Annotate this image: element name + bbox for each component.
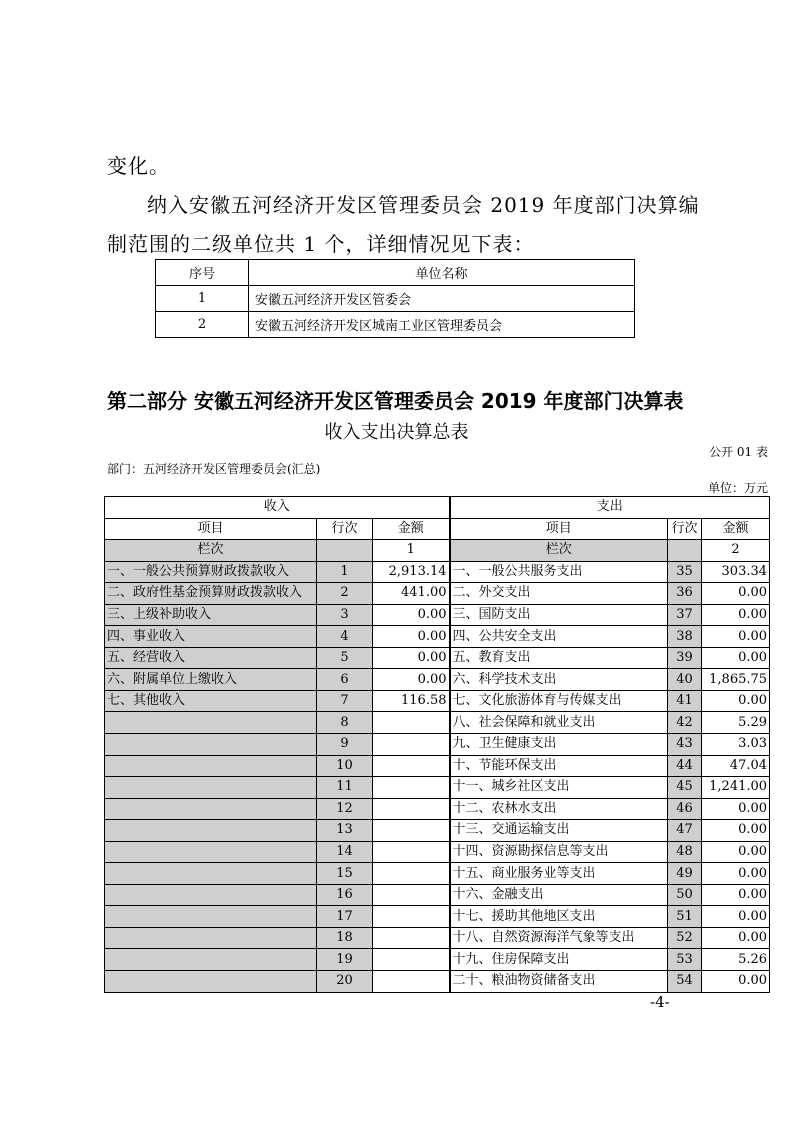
- expense-amount: 0.00: [702, 626, 770, 648]
- income-amount: 116.58: [373, 690, 450, 712]
- part-title: 第二部分 安徽五河经济开发区管理委员会 2019 年度部门决算表: [107, 389, 684, 413]
- income-amount: [373, 820, 450, 842]
- expense-row-no: 45: [668, 777, 702, 799]
- intro-line-1: 变化。: [107, 154, 170, 178]
- income-item: [105, 798, 317, 820]
- expense-amount: 0.00: [702, 884, 770, 906]
- expense-row-no: 41: [668, 690, 702, 712]
- income-row-no: 8: [317, 712, 373, 734]
- income-item: [105, 755, 317, 777]
- form-code: 公开 01 表: [709, 445, 768, 459]
- income-row-no: 9: [317, 734, 373, 756]
- income-row-no: 12: [317, 798, 373, 820]
- expense-item: 十、节能环保支出: [450, 755, 668, 777]
- table-row: [105, 647, 770, 669]
- expense-item: 十五、商业服务业等支出: [450, 863, 668, 885]
- expense-row-no: 54: [668, 971, 702, 993]
- expense-item-header: 项目: [450, 518, 668, 540]
- income-item: 四、事业收入: [105, 626, 317, 648]
- expense-row-no: 47: [668, 820, 702, 842]
- report-title: 收入支出决算总表: [324, 422, 469, 443]
- income-expense-table: [104, 496, 770, 993]
- expense-item: 十二、农林水支出: [450, 798, 668, 820]
- expense-item: 八、社会保障和就业支出: [450, 712, 668, 734]
- table-row: [105, 583, 770, 605]
- expense-amount: 0.00: [702, 971, 770, 993]
- expense-item: 十七、援助其他地区支出: [450, 906, 668, 928]
- expense-amount-header: 金额: [702, 518, 770, 540]
- expense-item: 二、外交支出: [450, 583, 668, 605]
- column-header-row: [105, 518, 770, 540]
- table-row: [105, 777, 770, 799]
- expense-amount: 0.00: [702, 690, 770, 712]
- expense-row-no: 37: [668, 604, 702, 626]
- table-row: [105, 841, 770, 863]
- unit-name: 安徽五河经济开发区城南工业区管理委员会: [249, 312, 635, 338]
- expense-row-no: 38: [668, 626, 702, 648]
- intro-line-3: 制范围的二级单位共 1 个，详细情况见下表：: [107, 232, 535, 256]
- income-row-no: 18: [317, 927, 373, 949]
- expense-item: 十三、交通运输支出: [450, 820, 668, 842]
- expense-item: 十六、金融支出: [450, 884, 668, 906]
- income-item: 一、一般公共预算财政拨款收入: [105, 561, 317, 583]
- table-row: [105, 712, 770, 734]
- income-item: 三、上级补助收入: [105, 604, 317, 626]
- unit-label: 单位：万元: [707, 481, 768, 495]
- expense-amount: 5.29: [702, 712, 770, 734]
- income-item: [105, 884, 317, 906]
- expense-amount: 1,865.75: [702, 669, 770, 691]
- unit-name: 安徽五河经济开发区管委会: [249, 286, 635, 312]
- expense-row-no: 43: [668, 734, 702, 756]
- expense-item: 五、教育支出: [450, 647, 668, 669]
- table-row: [105, 906, 770, 928]
- income-amount-header: 金额: [373, 518, 450, 540]
- income-item: [105, 841, 317, 863]
- income-row-no: 3: [317, 604, 373, 626]
- income-header: 收入: [105, 497, 450, 519]
- table-row: [105, 820, 770, 842]
- income-amount: [373, 884, 450, 906]
- income-row-no: 1: [317, 561, 373, 583]
- expense-row-no: 39: [668, 647, 702, 669]
- expense-amount: 47.04: [702, 755, 770, 777]
- expense-amount: 0.00: [702, 841, 770, 863]
- expense-amount: 0.00: [702, 647, 770, 669]
- table-row: [105, 690, 770, 712]
- income-item: [105, 820, 317, 842]
- table-body: [105, 561, 770, 992]
- income-amount: 0.00: [373, 626, 450, 648]
- income-item: 二、政府性基金预算财政拨款收入: [105, 583, 317, 605]
- income-row-no: 16: [317, 884, 373, 906]
- expense-item: 七、文化旅游体育与传媒支出: [450, 690, 668, 712]
- intro-line-2: 纳入安徽五河经济开发区管理委员会 2019 年度部门决算编: [147, 193, 700, 217]
- income-item: [105, 712, 317, 734]
- income-item: [105, 906, 317, 928]
- expense-item: 三、国防支出: [450, 604, 668, 626]
- expense-lanci-blank: [668, 540, 702, 562]
- expense-item: 十四、资源勘探信息等支出: [450, 841, 668, 863]
- income-lanci-blank: [317, 540, 373, 562]
- income-amount: [373, 841, 450, 863]
- income-item: [105, 927, 317, 949]
- income-amount: [373, 971, 450, 993]
- expense-item: 十八、自然资源海洋气象等支出: [450, 927, 668, 949]
- unit-table: [155, 259, 635, 338]
- income-item: [105, 734, 317, 756]
- expense-amount: 5.26: [702, 949, 770, 971]
- income-item: 六、附属单位上缴收入: [105, 669, 317, 691]
- income-row-no: 17: [317, 906, 373, 928]
- income-row-no: 10: [317, 755, 373, 777]
- income-row-no: 11: [317, 777, 373, 799]
- income-column-number: 1: [373, 540, 450, 562]
- expense-item: 十一、城乡社区支出: [450, 777, 668, 799]
- table-row: [105, 755, 770, 777]
- expense-row-no: 46: [668, 798, 702, 820]
- expense-amount: 303.34: [702, 561, 770, 583]
- income-row-no: 6: [317, 669, 373, 691]
- table-row: [105, 884, 770, 906]
- expense-item: 四、公共安全支出: [450, 626, 668, 648]
- income-row-no: 2: [317, 583, 373, 605]
- expense-amount: 3.03: [702, 734, 770, 756]
- unit-table-row: [156, 286, 635, 312]
- income-item: [105, 949, 317, 971]
- table-row: [105, 927, 770, 949]
- income-item-header: 项目: [105, 518, 317, 540]
- income-amount: [373, 906, 450, 928]
- expense-row-no: 48: [668, 841, 702, 863]
- income-amount: [373, 798, 450, 820]
- table-row: [105, 626, 770, 648]
- expense-amount: 0.00: [702, 820, 770, 842]
- expense-row-no: 40: [668, 669, 702, 691]
- income-row-no: 15: [317, 863, 373, 885]
- unit-table-row: [156, 312, 635, 338]
- income-amount: 0.00: [373, 647, 450, 669]
- income-amount: [373, 949, 450, 971]
- table-row: [105, 798, 770, 820]
- income-amount: [373, 777, 450, 799]
- income-row-no: 13: [317, 820, 373, 842]
- income-amount: [373, 863, 450, 885]
- expense-row-no: 35: [668, 561, 702, 583]
- table-row: [105, 734, 770, 756]
- income-row-no: 20: [317, 971, 373, 993]
- expense-item: 九、卫生健康支出: [450, 734, 668, 756]
- expense-amount: 0.00: [702, 604, 770, 626]
- income-amount: [373, 755, 450, 777]
- header-unit-name: 单位名称: [249, 260, 635, 286]
- table-row: [105, 669, 770, 691]
- income-row-no: 14: [317, 841, 373, 863]
- unit-no: 2: [156, 312, 249, 338]
- income-item: [105, 971, 317, 993]
- income-amount: 0.00: [373, 669, 450, 691]
- income-amount: [373, 712, 450, 734]
- table-row: [105, 561, 770, 583]
- income-amount: 2,913.14: [373, 561, 450, 583]
- lanci-row: [105, 540, 770, 562]
- expense-row-header: 行次: [668, 518, 702, 540]
- expense-item: 十九、住房保障支出: [450, 949, 668, 971]
- income-amount: [373, 734, 450, 756]
- expense-row-no: 36: [668, 583, 702, 605]
- table-row: [105, 604, 770, 626]
- expense-row-no: 49: [668, 863, 702, 885]
- section-header-row: [105, 497, 770, 519]
- expense-row-no: 50: [668, 884, 702, 906]
- income-amount: 441.00: [373, 583, 450, 605]
- table-row: [105, 949, 770, 971]
- income-row-no: 19: [317, 949, 373, 971]
- income-lanci-label: 栏次: [105, 540, 317, 562]
- expense-item: 二十、粮油物资储备支出: [450, 971, 668, 993]
- expense-row-no: 42: [668, 712, 702, 734]
- expense-amount: 1,241.00: [702, 777, 770, 799]
- expense-column-number: 2: [702, 540, 770, 562]
- expense-row-no: 53: [668, 949, 702, 971]
- income-item: 七、其他收入: [105, 690, 317, 712]
- unit-table-header: [156, 260, 635, 286]
- income-item: [105, 777, 317, 799]
- income-amount: 0.00: [373, 604, 450, 626]
- income-row-no: 4: [317, 626, 373, 648]
- expense-amount: 0.00: [702, 798, 770, 820]
- table-row: [105, 971, 770, 993]
- income-row-no: 5: [317, 647, 373, 669]
- department-label: 部门：五河经济开发区管理委员会(汇总): [107, 462, 321, 476]
- expense-amount: 0.00: [702, 863, 770, 885]
- unit-no: 1: [156, 286, 249, 312]
- expense-amount: 0.00: [702, 906, 770, 928]
- expense-item: 六、科学技术支出: [450, 669, 668, 691]
- income-item: 五、经营收入: [105, 647, 317, 669]
- expense-lanci-label: 栏次: [450, 540, 668, 562]
- table-row: [105, 863, 770, 885]
- expense-amount: 0.00: [702, 927, 770, 949]
- header-no: 序号: [156, 260, 249, 286]
- expense-row-no: 52: [668, 927, 702, 949]
- income-row-no: 7: [317, 690, 373, 712]
- income-row-header: 行次: [317, 518, 373, 540]
- income-item: [105, 863, 317, 885]
- expense-row-no: 44: [668, 755, 702, 777]
- income-amount: [373, 927, 450, 949]
- expense-item: 一、一般公共服务支出: [450, 561, 668, 583]
- expense-row-no: 51: [668, 906, 702, 928]
- page-number: -4-: [650, 993, 670, 1011]
- expense-header: 支出: [450, 497, 770, 519]
- expense-amount: 0.00: [702, 583, 770, 605]
